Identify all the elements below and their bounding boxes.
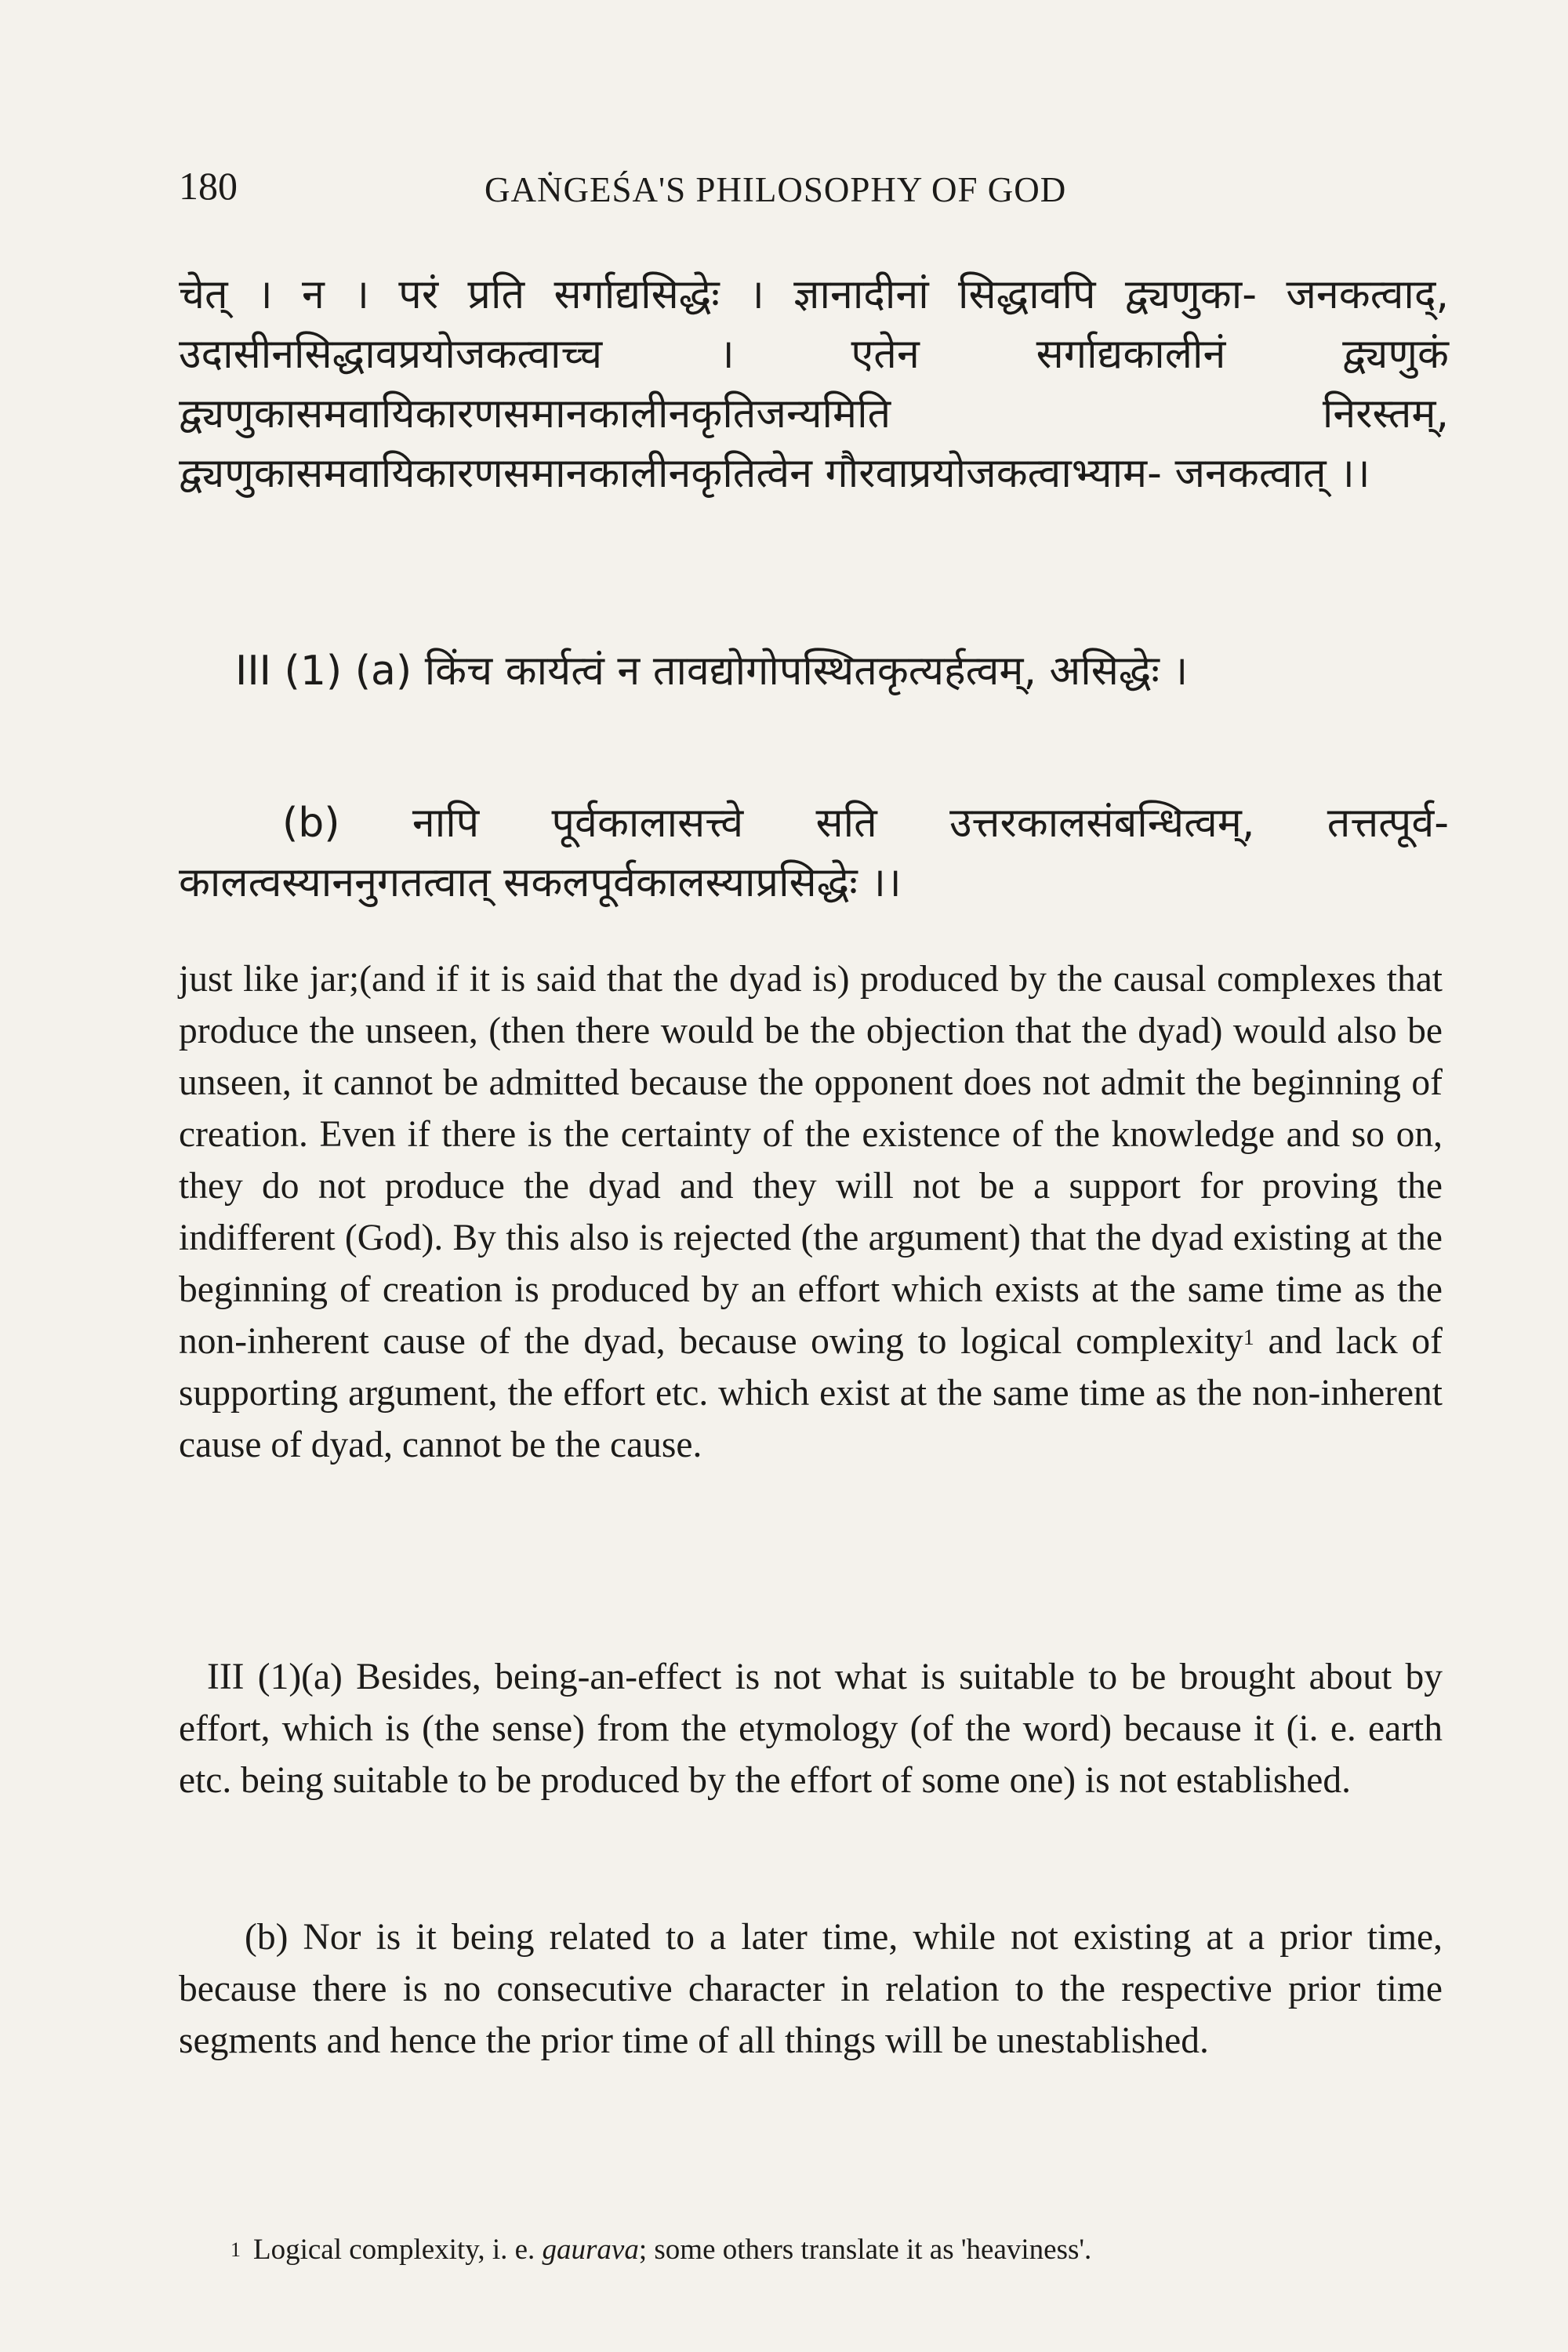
translation-paragraph-1-text: just like jar;(and if it is said that the dyad is) produced by the causal complexes that produce the unseen, (then there would be the objection that the dyad) would also be unseen, it cannot be admitted because the opponent does not admit the beginning of creation. Even if there is the certainty of the existence of the knowledge and so on, they do not produce the dyad and they will not be a support for proving the indifferent (God). By this also is rejected (the argument) that the dyad existing at the beginning of creation is produced by an effort which exists at the same time as the non-inherent cause of the dyad, because owing to logical complexity	[179, 959, 1443, 1362]
footnote-marker: 1	[230, 2238, 241, 2261]
sanskrit-passage-2: III (1) (a) किंच कार्यत्वं न तावद्योगोपस्थितकृत्यर्हत्वम्, असिद्धेः ।	[235, 648, 1189, 695]
footnote-text-end: ; some others translate it as 'heaviness'.	[638, 2234, 1092, 2266]
translation-paragraph-3: (b) Nor is it being related to a later time, while not existing at a prior time, because there is no consecutive character in relation to the respective prior time segments and hence the prior time of all things will be unestablished.	[179, 1917, 1443, 2061]
page-header	[179, 163, 1433, 218]
translation-paragraph-1	[179, 953, 1443, 1471]
page-number: 180	[179, 164, 238, 208]
translation-paragraph-1-continuation: and lack of supporting argument, the effort etc. which exist at the same time as the non-inherent cause of dyad, cannot be the cause.	[179, 1321, 1443, 1465]
footnote-italic-term: gaurava	[542, 2234, 639, 2266]
translation-paragraph-2: III (1)(a) Besides, being-an-effect is not what is suitable to be brought about by effort, which is (the sense) from the etymology (of the word) because it (i. e. earth etc. being suitable to be produced by the effort of some one) is not established.	[179, 1657, 1443, 1801]
sanskrit-passage-3: (b) नापि पूर्वकालासत्त्वे सति उत्तरकालसंबन्धित्वम्, तत्तत्पूर्व- कालत्वस्याननुगतत्वात् सकलपूर्वकालस्याप्रसिद्धेः ।।	[179, 800, 1449, 906]
footnote	[230, 2230, 1454, 2270]
running-title: GAṄGEŚA'S PHILOSOPHY OF GOD	[485, 170, 1067, 209]
footnote-reference: 1	[1243, 1326, 1254, 1350]
footnote-text: Logical complexity, i. e.	[253, 2234, 543, 2266]
sanskrit-passage-1: चेत् । न । परं प्रति सर्गाद्यसिद्धेः । ज्ञानादीनां सिद्धावपि द्व्यणुका- जनकत्वाद्, उदासीनसिद्धावप्रयोजकत्वाच्च । एतेन सर्गाद्यकालीनं द्व्यणुकं द्व्यणुकासमवायिकारणसमानकालीनकृतिजन्यमिति निरस्तम्, द्व्यणुकासमवायिकारणसमानकालीनकृतित्वेन गौरवाप्रयोजकत्वाभ्याम- जनकत्वात् ।।	[179, 271, 1449, 497]
